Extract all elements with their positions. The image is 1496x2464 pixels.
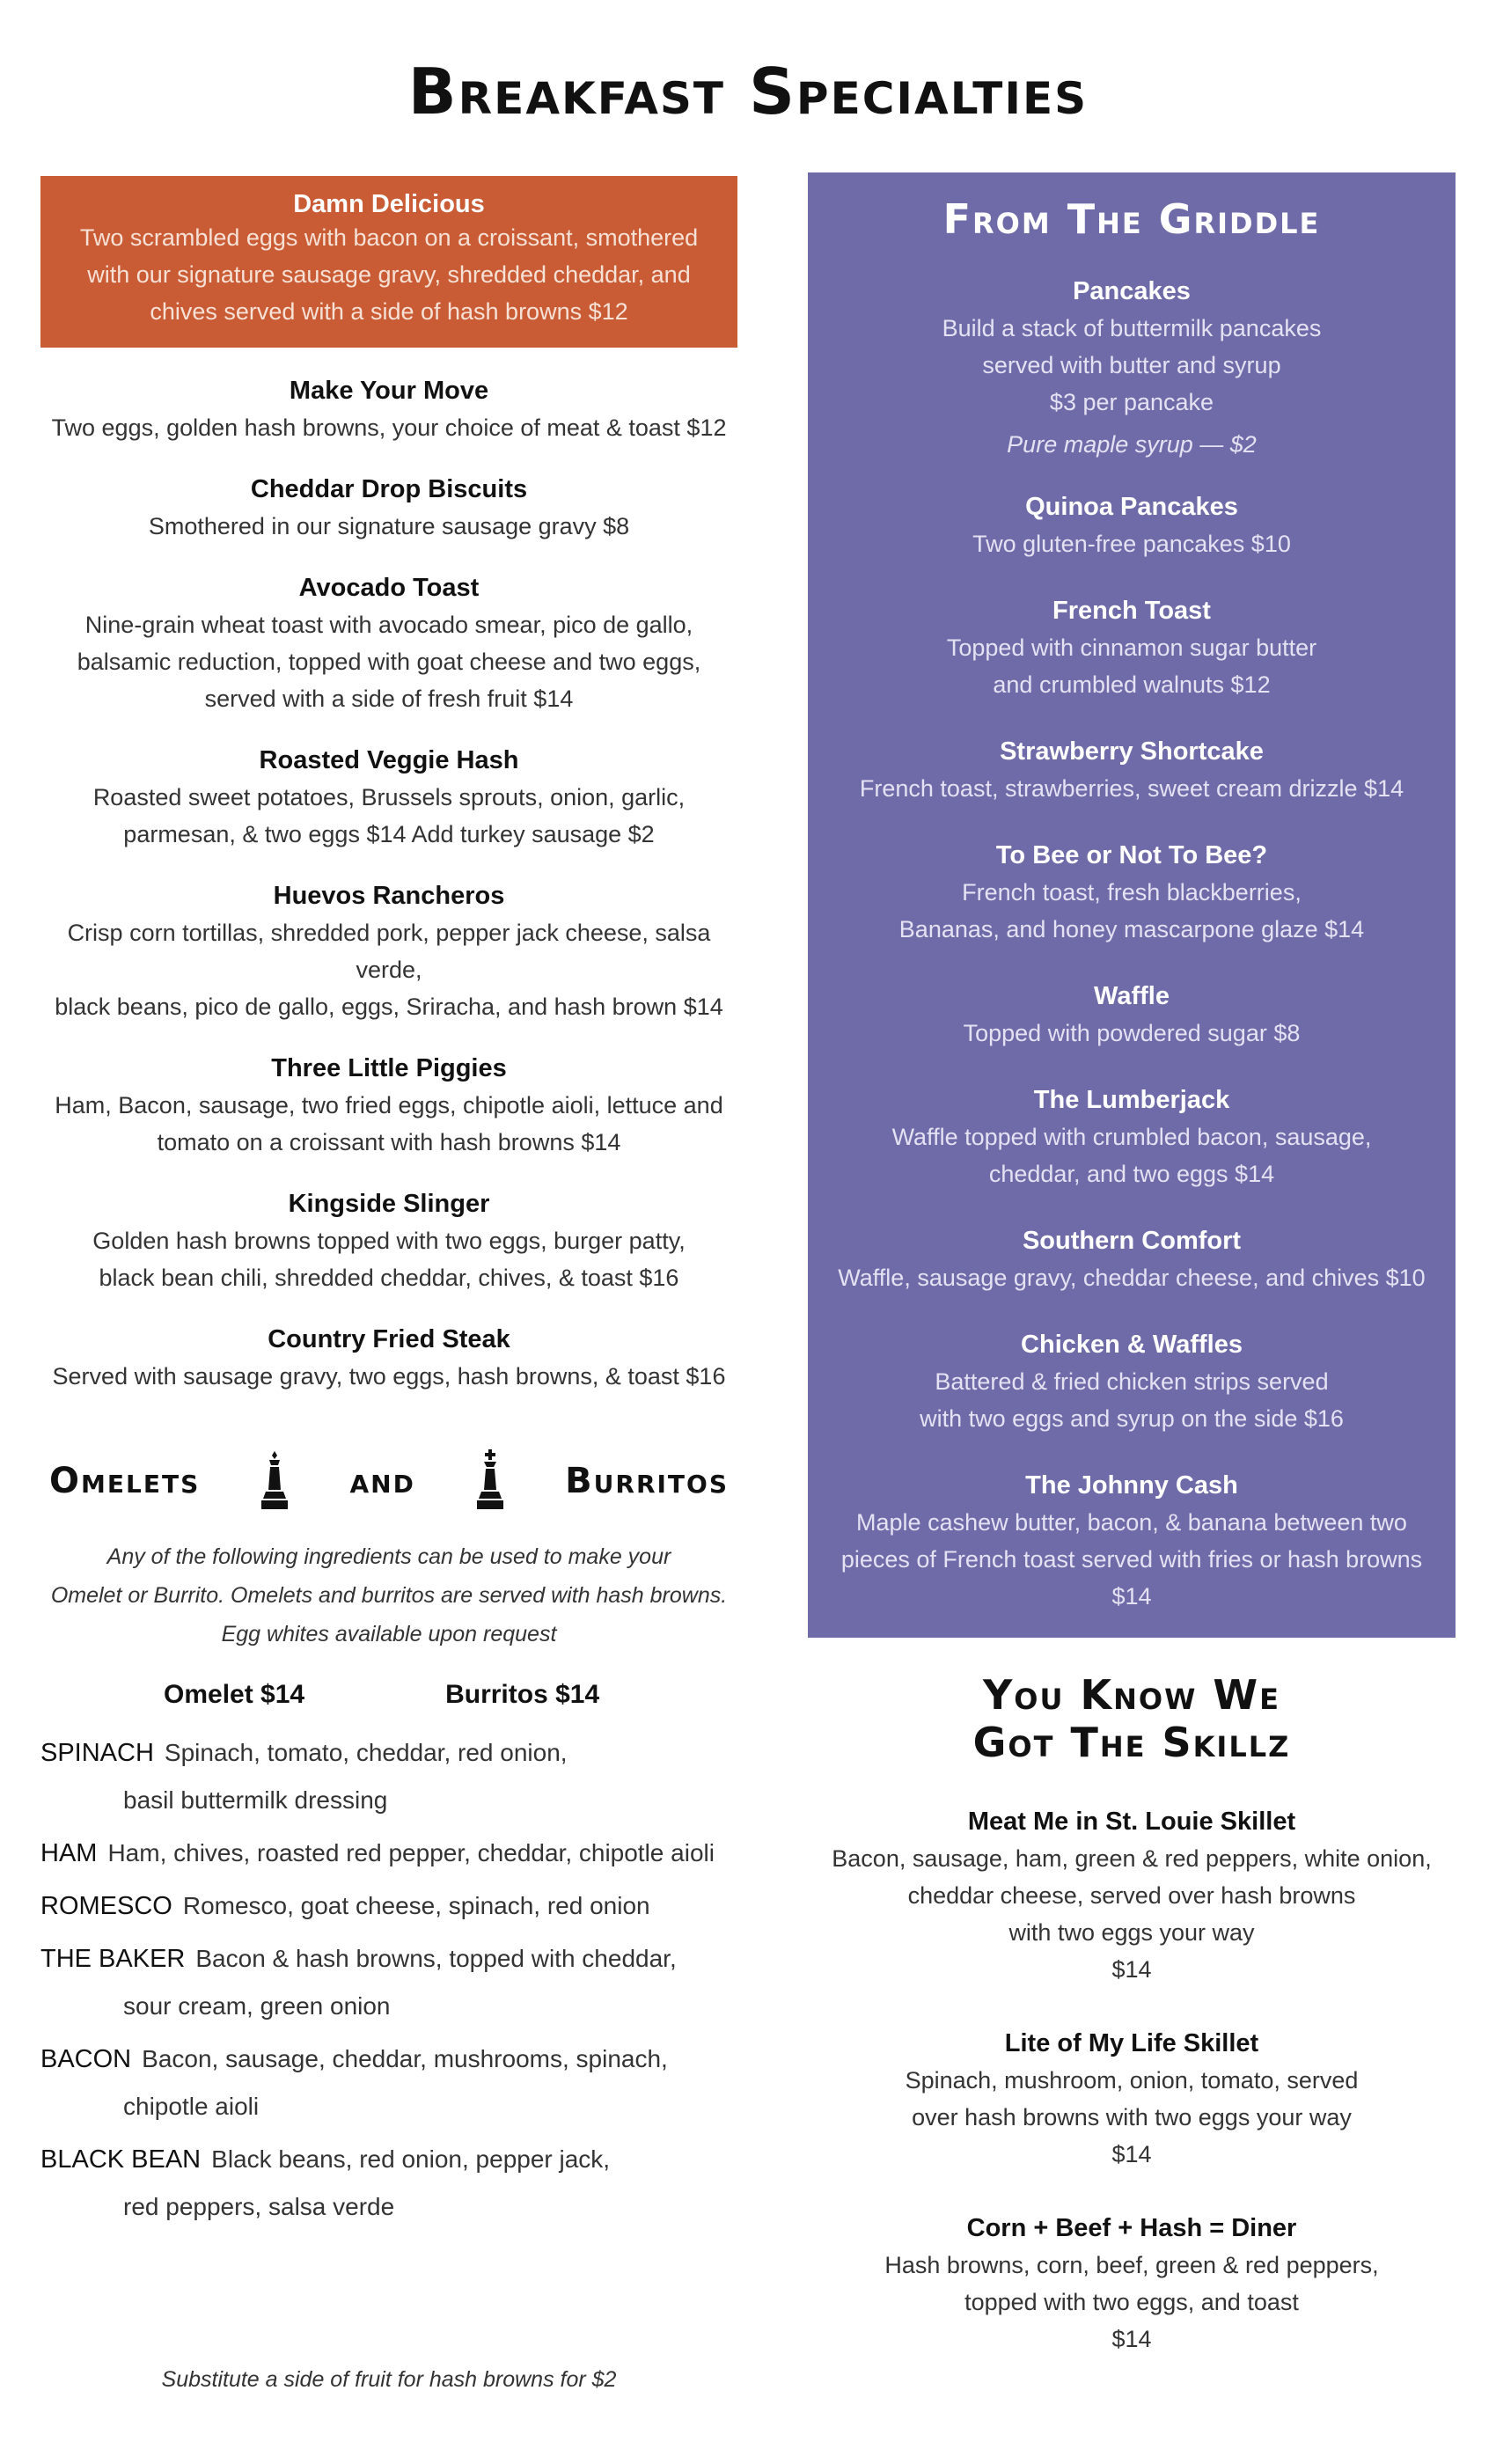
featured-item-desc: Two scrambled eggs with bacon on a croissant, smothered with our signature sausage gravy, shredded cheddar, and chives served with a side of hash browns $12 xyxy=(79,224,699,325)
menu-item-name: Pancakes xyxy=(1073,277,1191,305)
menu-item xyxy=(825,273,1438,458)
menu-item xyxy=(825,978,1438,1052)
ingredient-option-desc: Bacon, sausage, cheddar, mushrooms, spinach, xyxy=(142,2045,668,2072)
menu-item-desc: Build a stack of buttermilk pancakes served with butter and syrup $3 per pancake xyxy=(942,315,1322,415)
menu-item-desc: Topped with powdered sugar $8 xyxy=(963,1020,1301,1046)
ingredient-option-desc-cont: chipotle aioli xyxy=(123,2093,260,2120)
ingredient-option-desc-cont: basil buttermilk dressing xyxy=(123,1786,388,1814)
skillet-section xyxy=(808,1671,1456,2358)
ingredient-option-name: BLACK BEAN xyxy=(40,2145,202,2174)
menu-item xyxy=(40,372,737,446)
menu-item-desc: Golden hash browns topped with two eggs, burger patty, black bean chili, shredded cheddar, chives, & toast $16 xyxy=(92,1228,686,1291)
menu-item xyxy=(825,592,1438,703)
menu-item-desc: Roasted sweet potatoes, Brussels sprouts, onion, garlic, parmesan, & two eggs $14 Add turkey sausage $2 xyxy=(92,784,686,847)
menu-item xyxy=(825,1082,1438,1192)
menu-item-desc: French toast, strawberries, sweet cream drizzle $14 xyxy=(859,775,1404,802)
left-column xyxy=(40,176,737,2236)
menu-item xyxy=(825,837,1438,948)
ingredient-option-name: THE BAKER xyxy=(40,1945,186,1973)
menu-item-name: Country Fried Steak xyxy=(268,1325,510,1353)
menu-item-name: The Johnny Cash xyxy=(1025,1471,1238,1500)
menu-item-name: Huevos Rancheros xyxy=(273,882,505,910)
menu-item xyxy=(40,569,737,717)
menu-item-addon: Pure maple syrup — $2 xyxy=(1007,431,1257,458)
menu-item xyxy=(808,2025,1456,2173)
menu-item-name: The Lumberjack xyxy=(1033,1086,1230,1114)
menu-item-desc: Waffle, sausage gravy, cheddar cheese, and chives $10 xyxy=(838,1265,1426,1291)
menu-item xyxy=(40,742,737,853)
right-column xyxy=(808,172,1456,2358)
menu-item-name: Chicken & Waffles xyxy=(1021,1331,1243,1359)
ingredient-option-desc: Black beans, red onion, pepper jack, xyxy=(211,2145,611,2173)
menu-item xyxy=(825,488,1438,562)
menu-item-desc: Crisp corn tortillas, shredded pork, pepper jack cheese, salsa verde, black beans, pico de gallo, eggs, Sriracha, and hash brown $14 xyxy=(55,920,723,1020)
menu-item-name: Kingside Slinger xyxy=(288,1190,490,1218)
menu-item-name: Cheddar Drop Biscuits xyxy=(250,475,528,503)
ingredient-option-name: HAM xyxy=(40,1839,98,1867)
ingredient-list xyxy=(40,1729,737,2231)
menu-item xyxy=(825,733,1438,807)
griddle-section xyxy=(808,172,1456,1638)
ingredient-option xyxy=(40,2035,737,2130)
ingredient-option-desc: Romesco, goat cheese, spinach, red onion xyxy=(182,1892,650,1919)
menu-item-name: Quinoa Pancakes xyxy=(1025,493,1238,521)
menu-item-name: Roasted Veggie Hash xyxy=(259,746,519,774)
menu-item xyxy=(40,877,737,1025)
menu-item-name: Meat Me in St. Louie Skillet xyxy=(967,1808,1296,1836)
menu-item xyxy=(40,1185,737,1296)
omelets-heading-word: and xyxy=(349,1461,415,1501)
menu-item xyxy=(40,1050,737,1161)
ingredient-option xyxy=(40,1830,737,1877)
menu-item xyxy=(808,2210,1456,2358)
ingredient-option-desc: Spinach, tomato, cheddar, red onion, xyxy=(164,1739,568,1766)
menu-item-desc: Spinach, mushroom, onion, tomato, served over hash browns with two eggs your way $14 xyxy=(905,2067,1359,2167)
menu-item-desc: Smothered in our signature sausage gravy $8 xyxy=(148,513,630,539)
ingredient-option-name: ROMESCO xyxy=(40,1892,172,1920)
griddle-heading: From The Griddle xyxy=(942,195,1321,243)
chess-king-icon xyxy=(473,1449,508,1513)
menu-item-desc: Hash browns, corn, beef, green & red peppers, topped with two eggs, and toast $14 xyxy=(884,2252,1379,2352)
menu-item-name: French Toast xyxy=(1052,597,1211,625)
menu-item-desc: Two eggs, golden hash browns, your choice of meat & toast $12 xyxy=(51,414,727,441)
substitute-note: Substitute a side of fruit for hash browns for $2 xyxy=(161,2367,617,2392)
menu-item-desc: Maple cashew butter, bacon, & banana between two pieces of French toast served with fries or hash browns $14 xyxy=(840,1509,1423,1610)
ingredient-option-desc: Ham, chives, roasted red pepper, cheddar, chipotle aioli xyxy=(107,1839,715,1866)
omelet-price: Omelet $14 xyxy=(164,1680,305,1709)
menu-item-desc: Nine-grain wheat toast with avocado smear, pico de gallo, balsamic reduction, topped with goat cheese and two eggs, served with a side of fresh fruit $14 xyxy=(77,612,701,712)
omelets-heading xyxy=(40,1449,737,1513)
menu-item-desc: Two gluten-free pancakes $10 xyxy=(972,531,1291,557)
burrito-price: Burritos $14 xyxy=(445,1680,600,1709)
ingredient-option xyxy=(40,2136,737,2231)
skillet-heading: You Know We Got The Skillz xyxy=(972,1671,1291,1766)
menu-item-desc: Battered & fried chicken strips served with two eggs and syrup on the side $16 xyxy=(920,1368,1344,1432)
menu-item-name: Avocado Toast xyxy=(298,574,480,602)
menu-item-name: To Bee or Not To Bee? xyxy=(995,841,1268,869)
menu-item xyxy=(825,1326,1438,1437)
menu-item-name: Three Little Piggies xyxy=(271,1054,507,1082)
menu-item xyxy=(825,1467,1438,1615)
breakfast-items-list xyxy=(40,372,737,1395)
menu-item-name: Southern Comfort xyxy=(1022,1227,1242,1255)
page-title: Breakfast Specialties xyxy=(407,55,1089,128)
ingredient-option xyxy=(40,1935,737,2030)
ingredient-option-desc: Bacon & hash browns, topped with cheddar, xyxy=(195,1945,677,1972)
ingredient-option-name: SPINACH xyxy=(40,1739,154,1767)
menu-item-desc: Waffle topped with crumbled bacon, sausage, cheddar, and two eggs $14 xyxy=(891,1124,1372,1187)
omelet-burrito-prices xyxy=(40,1680,737,1710)
featured-item xyxy=(40,176,737,348)
ingredient-option xyxy=(40,1729,737,1824)
menu-item-desc: Ham, Bacon, sausage, two fried eggs, chipotle aioli, lettuce and tomato on a croissant with hash browns $14 xyxy=(55,1092,723,1155)
featured-item-name: Damn Delicious xyxy=(293,190,485,218)
menu-item-desc: Bacon, sausage, ham, green & red peppers, white onion, cheddar cheese, served over hash browns with two eggs your way $14 xyxy=(832,1845,1432,1983)
menu-item xyxy=(40,1321,737,1395)
menu-item-name: Make Your Move xyxy=(289,377,489,405)
chess-queen-icon xyxy=(257,1449,292,1513)
menu-item-name: Corn + Beef + Hash = Diner xyxy=(966,2214,1297,2242)
ingredient-option-name: BACON xyxy=(40,2045,132,2073)
omelets-heading-word: Burritos xyxy=(565,1461,729,1501)
menu-item xyxy=(808,1803,1456,1988)
menu-item-desc: Topped with cinnamon sugar butter and crumbled walnuts $12 xyxy=(946,634,1317,698)
menu-item xyxy=(40,471,737,545)
menu-item-name: Strawberry Shortcake xyxy=(1000,737,1264,766)
omelets-heading-word: Omelets xyxy=(49,1461,201,1501)
menu-item-desc: Served with sausage gravy, two eggs, hash browns, & toast $16 xyxy=(52,1363,726,1390)
menu-item xyxy=(825,1222,1438,1296)
menu-item-desc: French toast, fresh blackberries, Bananas, and honey mascarpone glaze $14 xyxy=(898,879,1365,942)
ingredient-option xyxy=(40,1882,737,1930)
ingredient-option-desc-cont: sour cream, green onion xyxy=(123,1992,391,2020)
menu-item-name: Lite of My Life Skillet xyxy=(1004,2029,1259,2057)
omelets-note: Any of the following ingredients can be used to make your Omelet or Burrito. Omelets and burritos are served with hash browns. Egg whites available upon request xyxy=(50,1544,728,1646)
ingredient-option-desc-cont: red peppers, salsa verde xyxy=(123,2193,395,2220)
menu-item-name: Waffle xyxy=(1094,982,1170,1010)
